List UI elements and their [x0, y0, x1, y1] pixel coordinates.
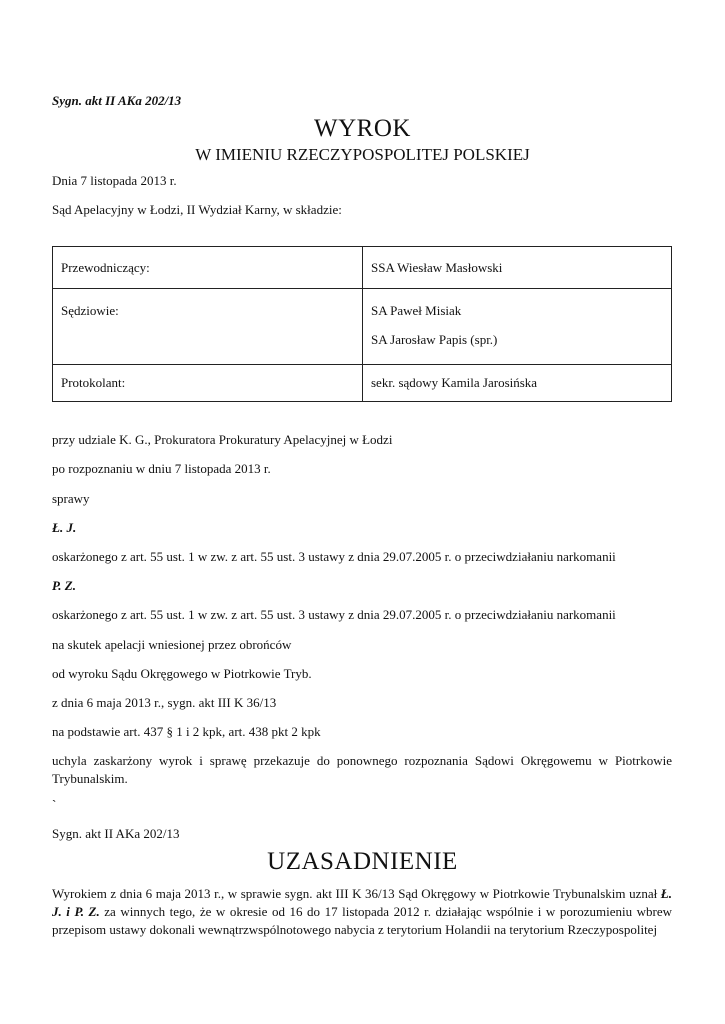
date-ref-line: z dnia 6 maja 2013 r., sygn. akt III K 36/13 [52, 695, 277, 710]
charge-1: oskarżonego z art. 55 ust. 1 w zw. z art. 55 ust. 3 ustawy z dnia 29.07.2005 r. o przeciwdziałaniu narkomanii [52, 549, 616, 564]
chair-label: Przewodniczący: [61, 260, 150, 275]
reasoning-names: Ł. J. i P. Z. [52, 886, 672, 919]
ruling-paragraph: uchyla zaskarżony wyrok i sprawę przekazuje do ponownego rozpoznania Sądowi Okręgowemu w Piotrkowie Trybunalskim. [52, 753, 672, 786]
basis-line: na podstawie art. 437 § 1 i 2 kpk, art. 438 pkt 2 kpk [52, 724, 321, 739]
document-subtitle: W IMIENIU RZECZYPOSPOLITEJ POLSKIEJ [195, 145, 530, 164]
judge-1: SA Paweł Misiak [371, 303, 462, 318]
reasoning-title: UZASADNIENIE [267, 848, 458, 875]
clerk-value: sekr. sądowy Kamila Jarosińska [371, 375, 538, 390]
charge-2: oskarżonego z art. 55 ust. 1 w zw. z art. 55 ust. 3 ustawy z dnia 29.07.2005 r. o przeciwdziałaniu narkomanii [52, 607, 616, 622]
stray-mark: ` [52, 797, 57, 812]
date-line: Dnia 7 listopada 2013 r. [52, 173, 177, 188]
judgment-line: od wyroku Sądu Okręgowego w Piotrkowie Tryb. [52, 666, 312, 681]
reasoning-text-start: Wyrokiem z dnia 6 maja 2013 r., w sprawie sygn. akt III K 36/13 Sąd Okręgowy w Piotrkowie Trybunalskim uznał [52, 886, 658, 901]
reasoning-text-rest: za winnych tego, że w okresie od 16 do 17 listopada 2012 r. działając wspólnie i w porozumieniu wbrew przepisom ustawy dokonali wewnątrzwspólnotowego nabycia z terytorium Holandii na terytorium Rzeczypospolitej [52, 904, 672, 937]
table-row [53, 289, 671, 365]
defendant-2: P. Z. [52, 578, 76, 593]
document-title: WYROK [314, 115, 411, 142]
hearing-line: po rozpoznaniu w dniu 7 listopada 2013 r. [52, 461, 271, 476]
appeal-line: na skutek apelacji wniesionej przez obrońców [52, 637, 292, 652]
chair-value: SSA Wiesław Masłowski [371, 260, 503, 275]
reasoning-paragraph [52, 885, 672, 939]
reasoning-signature: Sygn. akt II AKa 202/13 [52, 826, 180, 841]
defendant-1: Ł. J. [52, 520, 77, 535]
clerk-label: Protokolant: [61, 375, 126, 390]
judge-2: SA Jarosław Papis (spr.) [371, 332, 498, 347]
case-signature: Sygn. akt II AKa 202/13 [52, 93, 182, 108]
court-line: Sąd Apelacyjny w Łodzi, II Wydział Karny, w składzie: [52, 202, 342, 217]
panel-table [52, 246, 672, 402]
judges-label: Sędziowie: [61, 303, 119, 318]
prosecutor-line: przy udziale K. G., Prokuratora Prokuratury Apelacyjnej w Łodzi [52, 432, 393, 447]
table-row [53, 247, 671, 289]
case-word: sprawy [52, 491, 90, 506]
table-row [53, 365, 671, 402]
